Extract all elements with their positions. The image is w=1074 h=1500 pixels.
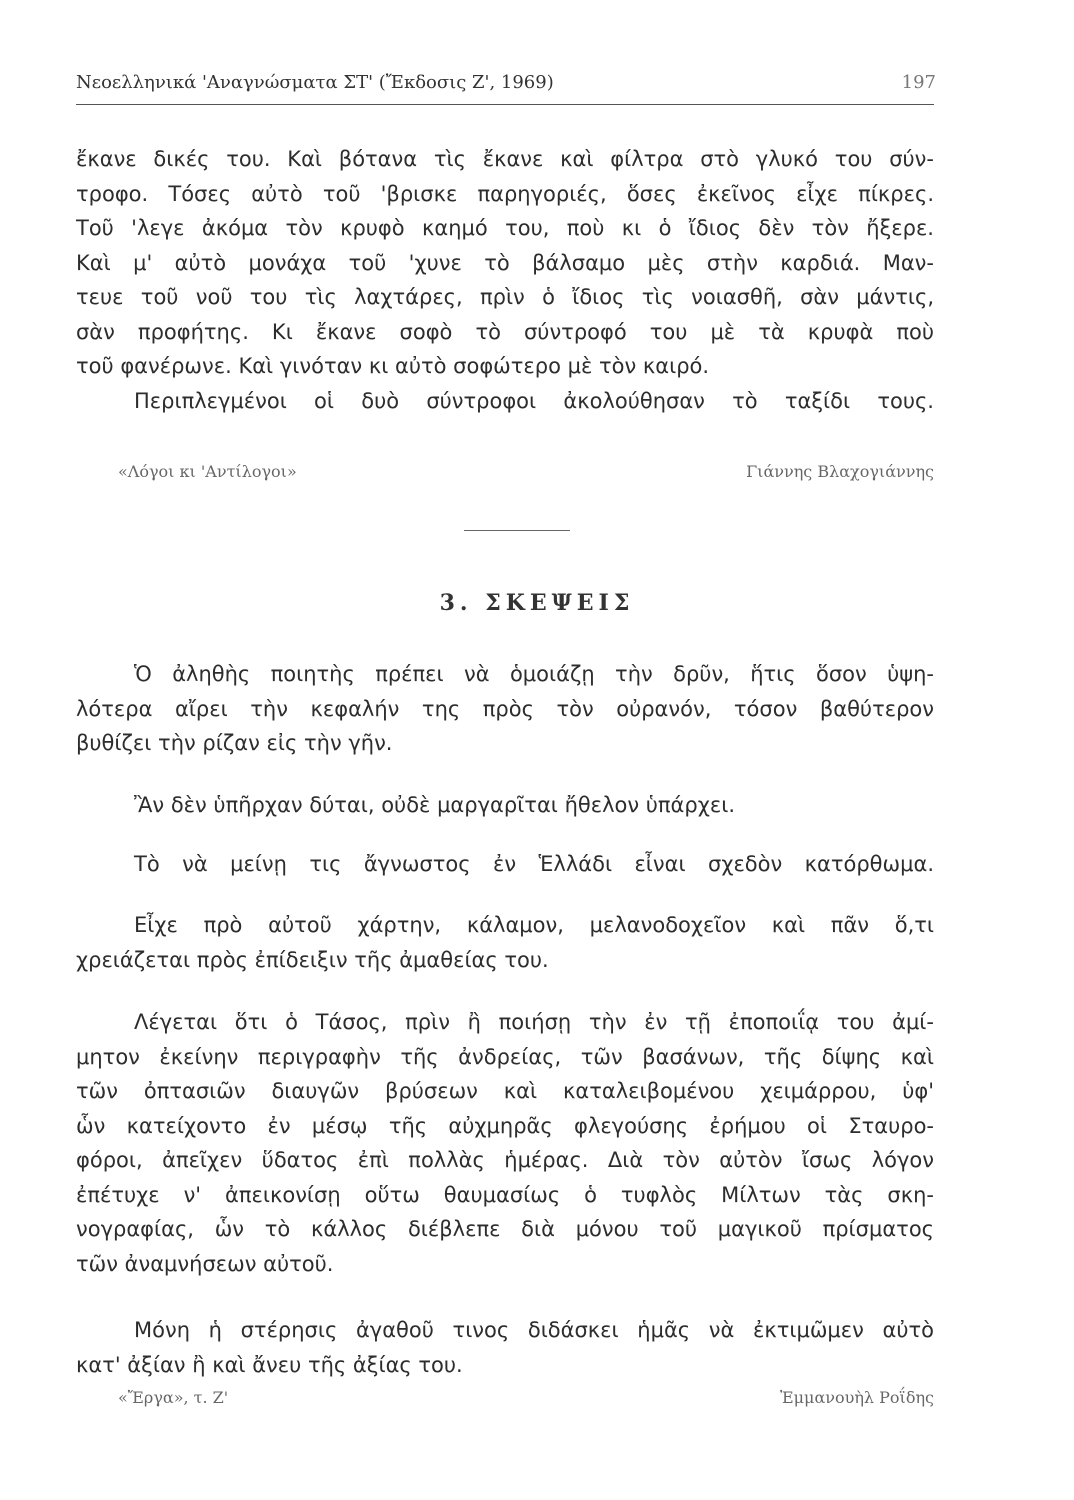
passage-continued <box>76 142 934 418</box>
passage-line: Περιπλεγμένοι οἱ δυὸ σύντροφοι ἀκολούθησαν τὸ ταξίδι τους. <box>134 388 934 413</box>
running-header <box>76 72 936 93</box>
thought-line: Εἶχε πρὸ αὐτοῦ χάρτην, κάλαμον, μελανοδοχεῖον καὶ πᾶν ὅ,τι <box>134 913 934 937</box>
passage-author: Γιάννης Βλαχογιάννης <box>746 462 934 481</box>
section-title: 3. ΣΚΕΨΕΙΣ <box>439 590 635 616</box>
passage-line: σὰν προφήτης. Κι ἔκανε σοφὸ τὸ σύντροφό του μὲ τὰ κρυφὰ ποὺ <box>76 319 934 344</box>
section-divider <box>464 530 570 531</box>
thought-line: λότερα αἴρει τὴν κεφαλήν της πρὸς τὸν οὐρανόν, τόσον βαθύτερον <box>76 696 934 721</box>
passage-line: τοῦ φανέρωνε. Καὶ γινόταν κι αὐτὸ σοφώτερο μὲ τὸν καιρό. <box>76 354 710 378</box>
thought-3 <box>76 847 934 882</box>
thoughts-author: Ἐμμανουὴλ Ροΐδης <box>780 1388 934 1407</box>
thought-4 <box>76 908 934 977</box>
passage-line: Τοῦ 'λεγε ἀκόμα τὸν κρυφὸ καημό του, ποὺ κι ὁ ἴδιος δὲν τὸν ἤξερε. <box>76 216 934 240</box>
thought-2 <box>76 788 934 823</box>
passage-line: τευε τοῦ νοῦ του τὶς λαχτάρες, πρὶν ὁ ἴδιος τὶς νοιασθῆ, σὰν μάντις, <box>76 285 934 309</box>
passage-line: τροφο. Τόσες αὐτὸ τοῦ 'βρισκε παρηγοριές, ὅσες ἐκεῖνος εἶχε πίκρες. <box>76 181 934 206</box>
thought-line: Ὁ ἀληθὴς ποιητὴς πρέπει νὰ ὁμοιάζῃ τὴν δρῦν, ἥτις ὅσον ὑψη- <box>134 662 934 686</box>
thought-line: νογραφίας, ὧν τὸ κάλλος διέβλεπε διὰ μόνου τοῦ μαγικοῦ πρίσματος <box>76 1217 934 1241</box>
thought-line: κατ' ἀξίαν ἢ καὶ ἄνευ τῆς ἀξίας του. <box>76 1352 463 1377</box>
page-number: 197 <box>901 72 936 93</box>
passage-source: «Λόγοι κι 'Αντίλογοι» <box>118 462 297 481</box>
thought-line: ἐπέτυχε ν' ἀπεικονίσῃ οὕτω θαυμασίως ὁ τυφλὸς Μίλτων τὰς σκη- <box>76 1182 934 1207</box>
thought-1 <box>76 657 934 761</box>
thought-line: Τὸ νὰ μείνῃ τις ἄγνωστος ἐν Ἑλλάδι εἶναι σχεδὸν κατόρθωμα. <box>134 852 934 876</box>
passage-citation <box>118 462 934 481</box>
thought-5 <box>76 1005 934 1281</box>
passage-line: Καὶ μ' αὐτὸ μονάχα τοῦ 'χυνε τὸ βάλσαμο μὲς στὴν καρδιά. Μαν- <box>76 250 934 275</box>
thought-6 <box>76 1313 934 1382</box>
thought-line: Ἂν δὲν ὑπῆρχαν δύται, οὐδὲ μαργαρῖται ἤθελον ὑπάρχει. <box>134 793 735 817</box>
thoughts-source: «Ἔργα», τ. Ζ' <box>118 1388 229 1407</box>
passage-line: ἔκανε δικές του. Καὶ βότανα τὶς ἔκανε καὶ φίλτρα στὸ γλυκό του σύν- <box>76 147 934 171</box>
thought-line: Μόνη ἡ στέρησις ἀγαθοῦ τινος διδάσκει ἡμᾶς νὰ ἐκτιμῶμεν αὐτὸ <box>134 1318 934 1342</box>
thought-line: μητον ἐκείνην περιγραφὴν τῆς ἀνδρείας, τῶν βασάνων, τῆς δίψης καὶ <box>76 1044 934 1069</box>
thought-line: βυθίζει τὴν ρίζαν εἰς τὴν γῆν. <box>76 731 393 755</box>
thought-line: φόροι, ἀπεῖχεν ὕδατος ἐπὶ πολλὰς ἡμέρας. Διὰ τὸν αὐτὸν ἴσως λόγον <box>76 1148 934 1172</box>
thought-line: τῶν ὀπτασιῶν διαυγῶν βρύσεων καὶ καταλειβομένου χειμάρρου, ὑφ' <box>76 1079 934 1103</box>
header-title: Νεοελληνικά 'Αναγνώσματα ΣΤ' (Ἔκδοσις Ζ', 1969) <box>76 72 554 93</box>
thought-line: χρειάζεται πρὸς ἐπίδειξιν τῆς ἀμαθείας του. <box>76 947 549 972</box>
thought-line: ὧν κατείχοντο ἐν μέσῳ τῆς αὐχμηρᾶς φλεγούσης ἐρήμου οἱ Σταυρο- <box>76 1113 934 1138</box>
thought-line: τῶν ἀναμνήσεων αὐτοῦ. <box>76 1251 334 1276</box>
header-rule <box>76 104 934 105</box>
thoughts-citation <box>118 1388 934 1407</box>
thought-line: Λέγεται ὅτι ὁ Τάσος, πρὶν ἢ ποιήσῃ τὴν ἐν τῇ ἐποποιΐᾳ του ἀμί- <box>134 1010 934 1034</box>
